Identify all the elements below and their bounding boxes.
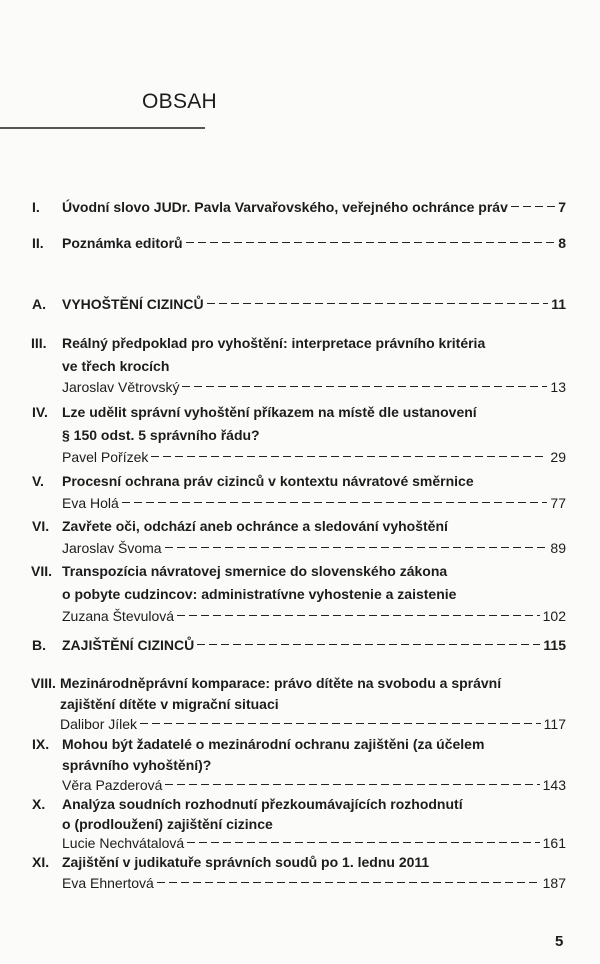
entry-author-row — [62, 607, 566, 625]
entry-number: IX. — [32, 736, 50, 752]
author-name: Dalibor Jílek — [60, 716, 138, 732]
entry-title — [62, 853, 429, 871]
dash-leader — [151, 448, 547, 457]
dash-leader — [186, 234, 556, 243]
page-ref: 161 — [542, 835, 566, 851]
entry-title-text: Mezinárodněprávní komparace: právo dítěte na svobodu a správní — [60, 675, 502, 691]
dash-leader — [511, 198, 555, 207]
entry-number: X. — [32, 796, 46, 812]
entry-title-text: ZAJIŠTĚNÍ CIZINCŮ — [62, 637, 195, 653]
entry-title — [62, 334, 485, 352]
dash-leader — [157, 874, 540, 883]
section-heading — [62, 295, 566, 313]
section-heading — [62, 636, 566, 654]
entry-author-row — [62, 834, 566, 852]
entry-title-text: ve třech krocích — [62, 358, 170, 374]
page-ref: 13 — [550, 379, 566, 395]
entry-title-text: Reálný předpoklad pro vyhoštění: interpretace právního kritéria — [62, 335, 486, 351]
page-ref: 187 — [542, 875, 566, 891]
entry-title — [62, 426, 260, 444]
entry-title-text: Procesní ochrana práv cizinců v kontextu návratové směrnice — [62, 473, 474, 489]
dash-leader — [182, 378, 547, 387]
author-name: Lucie Nechvátalová — [62, 835, 185, 851]
author-name: Eva Holá — [62, 495, 119, 511]
entry-number: VII. — [31, 563, 53, 579]
entry-number: IV. — [32, 404, 48, 420]
page-ref: 7 — [558, 199, 566, 215]
entry-title — [62, 815, 273, 833]
page-ref: 115 — [543, 637, 566, 653]
entry-author-row — [62, 448, 566, 466]
page-ref: 102 — [542, 608, 566, 624]
entry-title-text: o (prodloužení) zajištění cizince — [62, 816, 273, 832]
entry-author-row — [62, 378, 566, 396]
page-ref: 11 — [551, 296, 566, 312]
entry-title — [62, 357, 169, 375]
author-name: Jaroslav Švoma — [62, 540, 162, 556]
entry-number: VIII. — [31, 675, 56, 691]
entry-title — [62, 234, 566, 252]
author-name: Jaroslav Větrovský — [62, 379, 180, 395]
dash-leader — [165, 539, 548, 548]
page-ref: 77 — [550, 495, 566, 511]
entry-title — [62, 585, 456, 603]
dash-leader — [165, 776, 539, 785]
dash-leader — [197, 636, 540, 645]
page-title: OBSAH — [142, 90, 218, 113]
page-ref: 117 — [543, 716, 566, 732]
entry-title — [60, 674, 501, 692]
page-ref: 8 — [558, 235, 566, 251]
entry-author-row — [62, 539, 566, 557]
entry-title — [60, 695, 279, 713]
entry-title-text: správního vyhoštění)? — [62, 757, 212, 773]
entry-number: I. — [32, 199, 40, 215]
entry-title — [62, 517, 448, 535]
entry-title-text: Úvodní slovo JUDr. Pavla Varvařovského, veřejného ochránce práv — [62, 199, 508, 215]
entry-number: VI. — [32, 518, 50, 534]
entry-number: XI. — [32, 854, 50, 870]
entry-title — [62, 562, 447, 580]
entry-title — [62, 735, 484, 753]
author-name: Zuzana Števulová — [62, 608, 175, 624]
entry-number: III. — [31, 335, 47, 351]
page-ref: 29 — [550, 449, 566, 465]
entry-author-row — [62, 494, 566, 512]
entry-title-text: Mohou být žadatelé o mezinárodní ochranu zajištěni (za účelem — [62, 736, 485, 752]
entry-title — [62, 472, 474, 490]
entry-author-row — [60, 715, 566, 733]
entry-title-text: Transpozícia návratovej smernice do slovenského zákona — [62, 563, 448, 579]
entry-title-text: Poznámka editorů — [62, 235, 183, 251]
author-name: Věra Pazderová — [62, 777, 163, 793]
entry-title-text: Zavřete oči, odchází aneb ochránce a sledování vyhoštění — [62, 518, 448, 534]
entry-title-text: zajištění dítěte v migrační situaci — [60, 696, 279, 712]
entry-title — [62, 403, 477, 421]
author-name: Eva Ehnertová — [62, 875, 154, 891]
entry-author-row — [62, 776, 566, 794]
author-name: Pavel Pořízek — [62, 449, 149, 465]
page-number: 5 — [555, 933, 564, 950]
entry-title-text: § 150 odst. 5 správního řádu? — [62, 427, 260, 443]
entry-number: V. — [32, 473, 44, 489]
dash-leader — [140, 715, 541, 724]
title-rule — [0, 127, 205, 129]
entry-title-text: Zajištění v judikatuře správních soudů po 1. lednu 2011 — [62, 854, 430, 870]
entry-number: II. — [32, 235, 44, 251]
entry-title — [62, 795, 463, 813]
page-ref: 143 — [542, 777, 566, 793]
dash-leader — [207, 295, 549, 304]
entry-title-text: Analýza soudních rozhodnutí přezkoumávajících rozhodnutí — [62, 796, 463, 812]
entry-number: B. — [32, 637, 46, 653]
dash-leader — [177, 607, 540, 616]
entry-author-row — [62, 874, 566, 892]
entry-title-text: VYHOŠTĚNÍ CIZINCŮ — [62, 296, 204, 312]
entry-title — [62, 198, 566, 216]
dash-leader — [187, 834, 539, 843]
entry-number: A. — [32, 296, 46, 312]
dash-leader — [122, 494, 548, 503]
entry-title-text: o pobyte cudzincov: administratívne vyhostenie a zaistenie — [62, 586, 457, 602]
entry-title-text: Lze udělit správní vyhoštění příkazem na místě dle ustanovení — [62, 404, 477, 420]
page-ref: 89 — [550, 540, 566, 556]
entry-title — [62, 756, 211, 774]
